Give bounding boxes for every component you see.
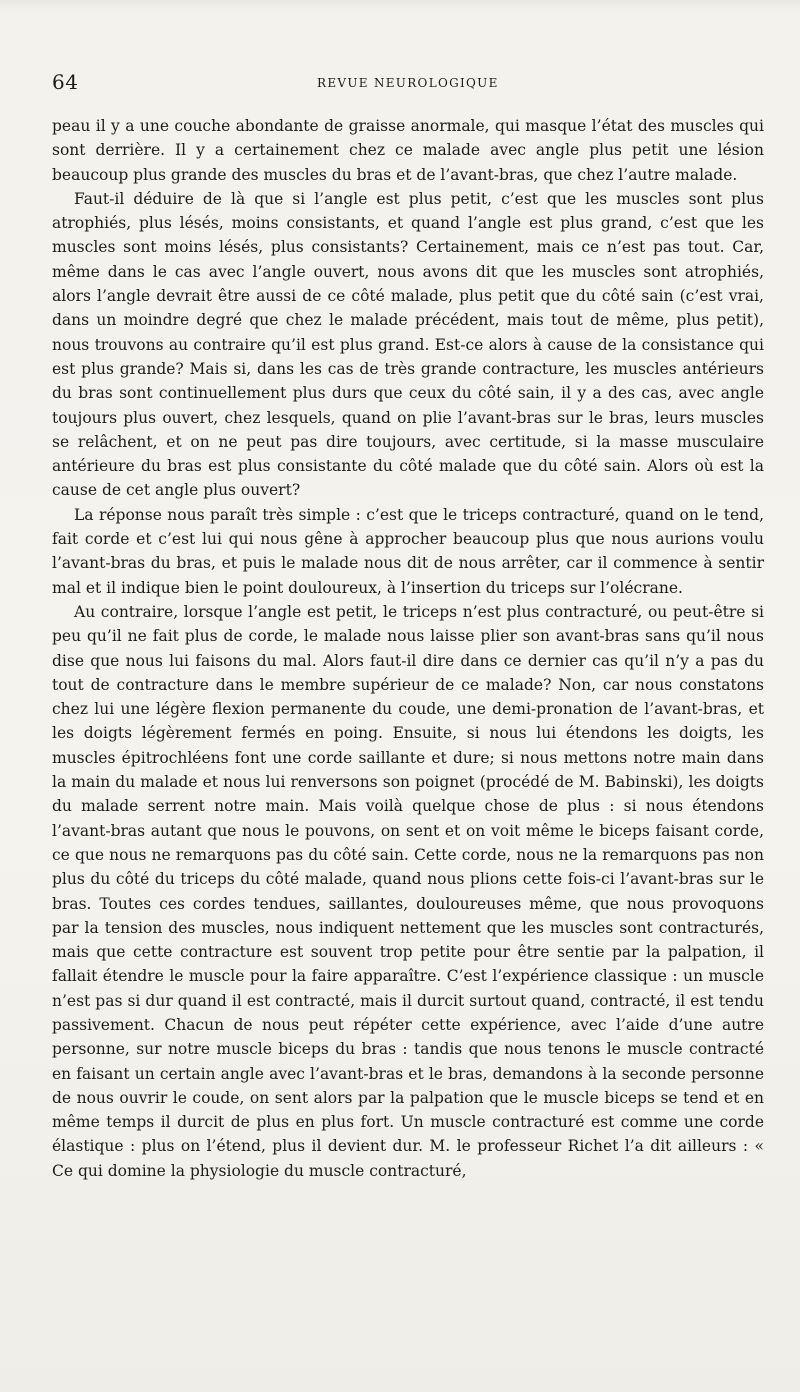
paragraph-3: La réponse nous paraît très simple : c’est que le triceps contracturé, quand on le tend, fait corde et c’est lui qui nous gêne à approcher beaucoup plus que nous aurions voulu l’avant-bras du bras, et puis le malade nous dit de nous arrêter, car il commence à sentir mal et il indique bien le point douloureux, à l’insertion du triceps sur l’olécrane. <box>52 505 764 597</box>
page-number: 64 <box>52 70 79 94</box>
body-text <box>52 114 764 1183</box>
paragraph-1: peau il y a une couche abondante de graisse anormale, qui masque l’état des muscles qui sont derrière. Il y a certainement chez ce malade avec angle plus petit une lésion beaucoup plus grande des muscles du bras et de l’avant-bras, que chez l’autre malade. <box>52 117 764 184</box>
paragraph-4: Au contraire, lorsque l’angle est petit, le triceps n’est plus contracturé, ou peut-être si peu qu’il ne fait plus de corde, le malade nous laisse plier son avant-bras sans qu’il nous dise que nous lui faisons du mal. Alors faut-il dire dans ce dernier cas qu’il n’y a pas du tout de contracture dans le membre supérieur de ce malade? Non, car nous constatons chez lui une légère flexion permanente du coude, une demi-pronation de l’avant-bras, et les doigts légèrement fermés en poing. Ensuite, si nous lui étendons les doigts, les muscles épitrochléens font une corde saillante et dure; si nous mettons notre main dans la main du malade et nous lui renversons son poignet (procédé de M. Babinski), les doigts du malade serrent notre main. Mais voilà quelque chose de plus : si nous étendons l’avant-bras autant que nous le pouvons, on sent et on voit même le biceps faisant corde, ce que nous ne remarquons pas du côté sain. Cette corde, nous ne la remarquons pas non plus du côté du triceps du côté malade, quand nous plions cette fois-ci l’avant-bras sur le bras. Toutes ces cordes tendues, saillantes, douloureuses même, que nous provoquons par la tension des muscles, nous indiquent nettement que les muscles sont contracturés, mais que cette contracture est souvent trop petite pour être sentie par la palpation, il fallait étendre le muscle pour la faire apparaître. C’est l’expérience classique : un muscle n’est pas si dur quand il est contracté, mais il durcit surtout quand, contracté, il est tendu passivement. Chacun de nous peut répéter cette expérience, avec l’aide d’une autre personne, sur notre muscle biceps du bras : tandis que nous tenons le muscle contracté en faisant un certain angle avec l’avant-bras et le bras, demandons à la seconde personne de nous ouvrir le coude, on sent alors par la palpation que le muscle biceps se tend et en même temps il durcit de plus en plus fort. Un muscle contracturé est comme une corde élastique : plus on l’étend, plus il devient dur. M. le professeur Richet l’a dit ailleurs : « Ce qui domine la physiologie du muscle contracturé, <box>52 602 764 1180</box>
running-head <box>52 70 760 96</box>
paragraph-2: Faut-il déduire de là que si l’angle est plus petit, c’est que les muscles sont plus atrophiés, plus lésés, moins consistants, et quand l’angle est plus grand, c’est que les muscles sont moins lésés, plus consistants? Certainement, mais ce n’est pas tout. Car, même dans le cas avec l’angle ouvert, nous avons dit que les muscles sont atrophiés, alors l’angle devrait être aussi de ce côté malade, plus petit que du côté sain (c’est vrai, dans un moindre degré que chez le malade précédent, mais tout de même, plus petit), nous trouvons au contraire qu’il est plus grand. Est-ce alors à cause de la consistance qui est plus grande? Mais si, dans les cas de très grande contracture, les muscles antérieurs du bras sont continuellement plus durs que ceux du côté sain, il y a des cas, avec angle toujours plus ouvert, chez lesquels, quand on plie l’avant-bras sur le bras, leurs muscles se relâchent, et on ne peut pas dire toujours, avec certitude, si la masse musculaire antérieure du bras est plus consistante du côté malade que du côté sain. Alors où est la cause de cet angle plus ouvert? <box>52 189 764 500</box>
journal-title: REVUE NEUROLOGIQUE <box>317 76 499 90</box>
